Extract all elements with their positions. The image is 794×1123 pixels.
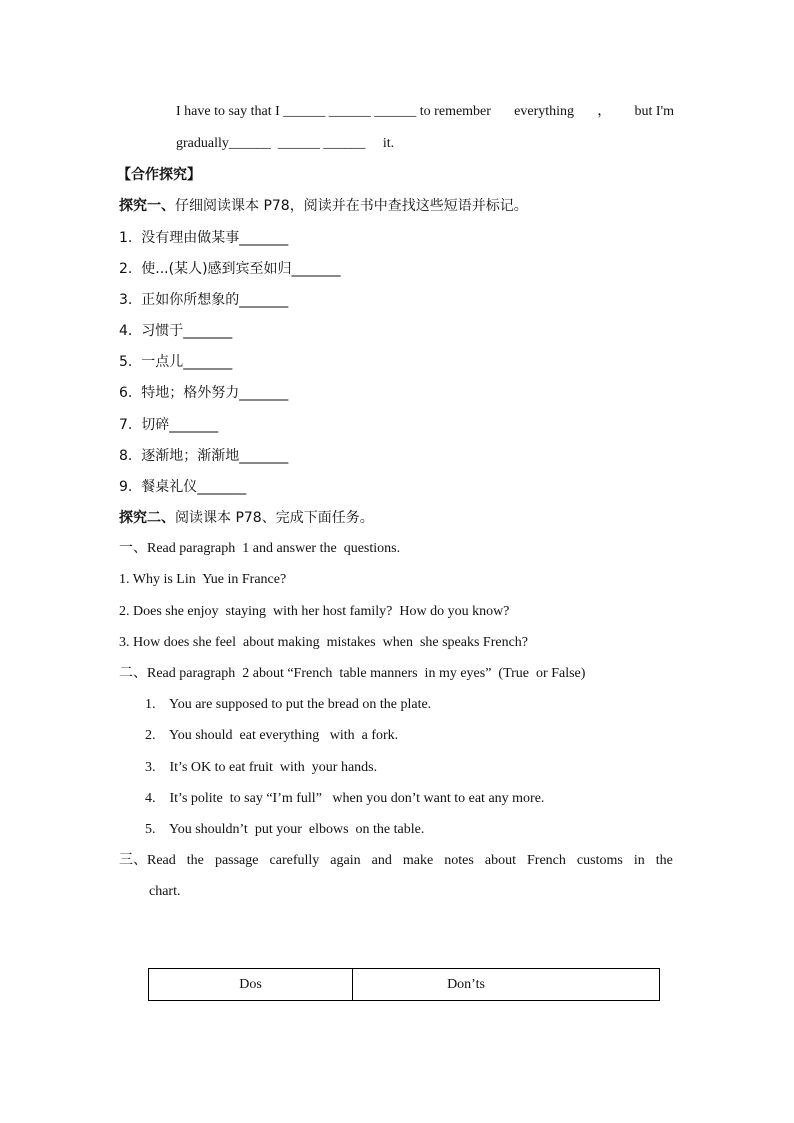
phrase-item-6: 6. 特地；格外努力_______ [119, 385, 289, 401]
part3-word-9: about [484, 853, 516, 868]
part3-word-8: notes [444, 853, 474, 868]
phrase-item-4: 4. 习惯于_______ [119, 323, 233, 339]
donts-header-cell [353, 969, 660, 1001]
part3-word-5: again [330, 853, 361, 868]
intro-line1-mid: everything [514, 104, 575, 119]
phrase-item-2: 2. 使...(某人)感到宾至如归_______ [119, 261, 341, 277]
intro-line1-right: but I'm [634, 104, 674, 119]
phrase-item-3: 3. 正如你所想象的_______ [119, 292, 289, 308]
statement-4: 4. It’s polite to say “I’m full” when you don’t want to eat any more. [145, 791, 545, 806]
dos-header: Dos [239, 976, 262, 992]
phrase-item-1: 1. 没有理由做某事_______ [119, 230, 289, 246]
part3-word-6: and [371, 853, 392, 868]
statement-1: 1. You are supposed to put the bread on the plate. [145, 697, 432, 712]
part3-word-4: carefully [269, 853, 320, 868]
task1-text: 仔细阅读课本 P78，阅读并在书中查找这些短语并标记。 [175, 198, 528, 214]
task2-label: 探究二、 [119, 510, 175, 526]
task2-text: 阅读课本 P78、完成下面任务。 [175, 510, 374, 526]
question-2: 2. Does she enjoy staying with her host family? How do you know? [119, 604, 510, 619]
part3-word-12: in [633, 853, 645, 868]
intro-line1-left: I have to say that I ______ ______ ______ to remember [176, 104, 491, 119]
part3-word-7: make [402, 853, 434, 868]
part3-word-11: customs [576, 853, 623, 868]
part3-word-13: the [655, 853, 673, 868]
table-header-row [149, 969, 660, 1001]
intro-sentence-line1 [176, 103, 674, 121]
task1-label: 探究一、 [119, 198, 175, 214]
dos-header-cell [149, 969, 353, 1001]
question-3: 3. How does she feel about making mistakes when she speaks French? [119, 635, 529, 650]
part1-heading: 一、Read paragraph 1 and answer the questions. [119, 541, 401, 556]
intro-line1-comma: ， [597, 104, 612, 119]
section-heading: 【合作探究】 [117, 167, 201, 183]
part3-heading [119, 852, 673, 870]
donts-header: Don’ts [447, 976, 485, 992]
intro-sentence-line2: gradually______ ______ ______ it. [176, 136, 395, 151]
statement-5: 5. You shouldn’t put your elbows on the table. [145, 822, 425, 837]
task2-heading [119, 509, 374, 527]
dos-donts-table [148, 968, 660, 1001]
phrase-item-9: 9. 餐桌礼仪_______ [119, 479, 247, 495]
part3-word-1: 三、Read [119, 853, 176, 868]
phrase-item-5: 5. 一点儿_______ [119, 354, 233, 370]
part3-word-2: the [186, 853, 204, 868]
question-1: 1. Why is Lin Yue in France? [119, 572, 287, 587]
part2-heading: 二、Read paragraph 2 about “French table manners in my eyes” (True or False) [119, 666, 586, 681]
part3-heading-cont: chart. [149, 884, 181, 899]
statement-2: 2. You should eat everything with a fork. [145, 728, 399, 743]
task1-heading [119, 197, 528, 215]
part3-word-10: French [527, 853, 566, 868]
statement-3: 3. It’s OK to eat fruit with your hands. [145, 760, 378, 775]
part3-word-3: passage [214, 853, 259, 868]
phrase-item-7: 7. 切碎_______ [119, 417, 219, 433]
phrase-item-8: 8. 逐渐地；渐渐地_______ [119, 448, 289, 464]
